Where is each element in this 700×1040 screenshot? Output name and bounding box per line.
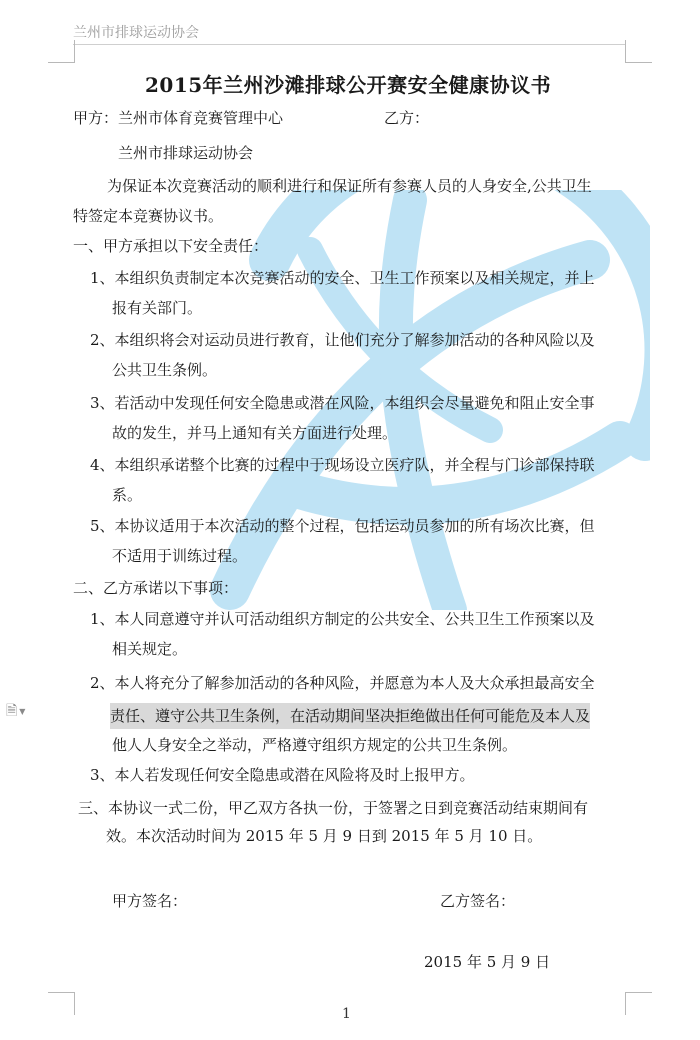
section-2-item-1-line-2: 相关规定。 [112,640,188,658]
section-2-item-3: 3、本人若发现任何安全隐患或潜在风险将及时上报甲方。 [90,766,475,784]
paste-options-button[interactable] [6,700,25,724]
section-1-item-4-line-1: 4、本组织承诺整个比赛的过程中于现场设立医疗队，并全程与门诊部保持联 [90,456,595,474]
intro-line-2: 特签定本竞赛协议书。 [73,207,224,225]
party-b-signature-label: 乙方签名： [440,892,516,910]
intro-line-1: 为保证本次竞赛活动的顺利进行和保证所有参赛人员的人身安全,公共卫生 [107,177,592,195]
chevron-down-icon: ▼ [19,706,26,716]
margin-mark-top-right [625,40,652,63]
section-1-item-2-line-1: 2、本组织将会对运动员进行教育，让他们充分了解参加活动的各种风险以及 [90,331,595,349]
section-1-item-1-line-2: 报有关部门。 [112,299,203,317]
party-a-signature-label: 甲方签名： [112,892,188,910]
document-icon: 🗎 [6,703,18,719]
highlighted-text: 责任、遵守公共卫生条例，在活动期间坚决拒绝做出任何可能危及本人及 [110,703,590,729]
party-a-label: 甲方： [73,109,119,127]
section-2-item-1-line-1: 1、本人同意遵守并认可活动组织方制定的公共安全、公共卫生工作预案以及 [90,610,595,628]
margin-mark-top-left [48,40,75,63]
document-date: 2015 年 5 月 9 日 [424,953,551,971]
party-b-label: 乙方： [384,109,430,127]
section-1-item-5-line-1: 5、本协议适用于本次活动的整个过程，包括运动员参加的所有场次比赛，但 [90,517,595,535]
section-2-item-2-line-1: 2、本人将充分了解参加活动的各种风险，并愿意为本人及大众承担最高安全 [90,674,595,692]
section-1-heading: 一、甲方承担以下安全责任： [73,237,269,255]
section-3-line-2: 效。本次活动时间为 2015 年 5 月 9 日到 2015 年 5 月 10 日。 [106,827,543,845]
section-1-item-2-line-2: 公共卫生条例。 [112,361,218,379]
section-2-item-2-line-2 [110,706,590,726]
section-3-line-1: 三、本协议一式二份，甲乙双方各执一份，于签署之日到竞赛活动结束期间有 [78,799,589,817]
header-divider [73,44,625,45]
document-title: 2015年兰州沙滩排球公开赛安全健康协议书 [145,73,552,97]
section-1-item-4-line-2: 系。 [112,486,143,504]
header-org-name: 兰州市排球运动协会 [73,25,199,41]
margin-mark-bottom-right [625,992,652,1015]
section-2-item-2-line-3: 他人人身安全之举动，严格遵守组织方规定的公共卫生条例。 [112,736,518,754]
page-number: 1 [342,1006,351,1022]
section-1-item-1-line-1: 1、本组织负责制定本次竞赛活动的安全、卫生工作预案以及相关规定，并上 [90,269,595,287]
section-2-heading: 二、乙方承诺以下事项： [73,579,239,597]
section-1-item-3-line-1: 3、若活动中发现任何安全隐患或潜在风险，本组织会尽量避免和阻止安全事 [90,394,595,412]
margin-mark-bottom-left [48,992,75,1015]
section-1-item-5-line-2: 不适用于训练过程。 [112,547,248,565]
section-1-item-3-line-2: 故的发生，并马上通知有关方面进行处理。 [112,424,398,442]
party-a-name: 兰州市体育竞赛管理中心 [118,109,284,127]
co-party-name: 兰州市排球运动协会 [118,144,254,162]
